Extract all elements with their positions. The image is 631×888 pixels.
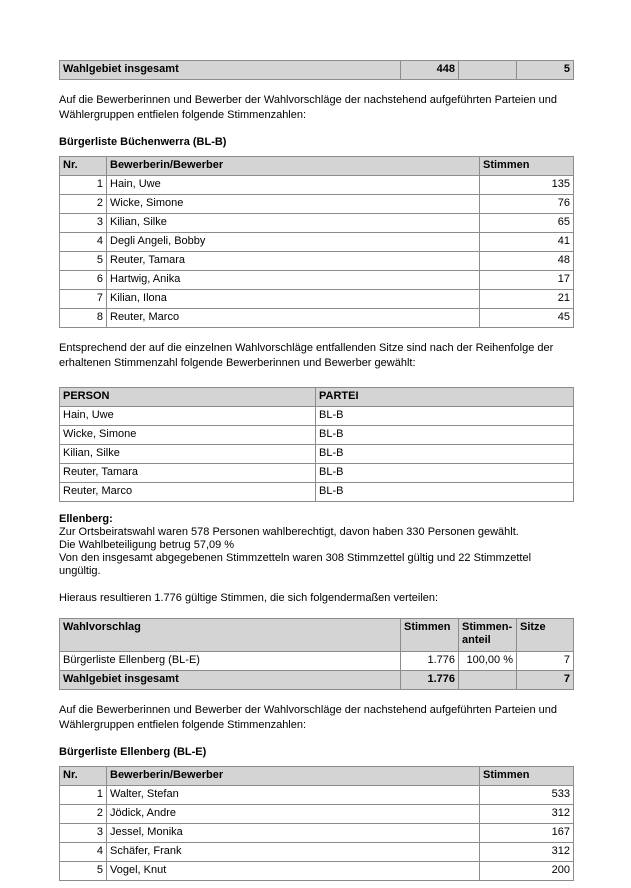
table-row bbox=[60, 233, 574, 252]
total-label: Wahlgebiet insgesamt bbox=[60, 61, 401, 80]
cell-name: Kilian, Ilona bbox=[107, 290, 480, 309]
table-row bbox=[60, 407, 574, 426]
cell-name: Reuter, Tamara bbox=[107, 252, 480, 271]
cell-name: Wicke, Simone bbox=[107, 195, 480, 214]
total-anteil bbox=[459, 671, 517, 690]
cell-nr: 6 bbox=[60, 271, 107, 290]
cell-partei: BL-B bbox=[316, 426, 574, 445]
cell-nr: 7 bbox=[60, 290, 107, 309]
col-wahlvorschlag: Wahlvorschlag bbox=[60, 619, 401, 652]
table-row bbox=[60, 805, 574, 824]
table-row bbox=[60, 445, 574, 464]
ble-candidates-table bbox=[59, 766, 574, 881]
ellenberg-line-4: Hieraus resultieren 1.776 gültige Stimmen, die sich folgendermaßen verteilen: bbox=[59, 592, 439, 604]
cell-name: Kilian, Silke bbox=[107, 214, 480, 233]
cell-anteil: 100,00 % bbox=[459, 652, 517, 671]
total-row bbox=[60, 671, 574, 690]
cell-stimmen: 200 bbox=[480, 862, 574, 881]
cell-partei: BL-B bbox=[316, 464, 574, 483]
table-row bbox=[60, 786, 574, 805]
ble-title: Bürgerliste Ellenberg (BL-E) bbox=[59, 746, 207, 758]
cell-name: Walter, Stefan bbox=[107, 786, 480, 805]
cell-partei: BL-B bbox=[316, 407, 574, 426]
total-anteil bbox=[459, 61, 517, 80]
intro-text-2: Auf die Bewerberinnen und Bewerber der Wahlvorschläge der nachstehend aufgeführten Parteien und Wählergruppen entfielen folgende Stimmenzahlen: bbox=[59, 704, 557, 731]
cell-person: Kilian, Silke bbox=[60, 445, 316, 464]
table-header bbox=[60, 619, 574, 652]
table-header bbox=[60, 157, 574, 176]
col-stimmen: Stimmen bbox=[480, 157, 574, 176]
table-row bbox=[60, 195, 574, 214]
table-row bbox=[60, 176, 574, 195]
col-nr: Nr. bbox=[60, 157, 107, 176]
intro-text-1: Auf die Bewerberinnen und Bewerber der Wahlvorschläge der nachstehend aufgeführten Parteien und Wählergruppen entfielen folgende Stimmenzahlen: bbox=[59, 94, 557, 121]
table-row bbox=[60, 271, 574, 290]
cell-name: Bürgerliste Ellenberg (BL-E) bbox=[60, 652, 401, 671]
table-row bbox=[60, 862, 574, 881]
table-row bbox=[60, 252, 574, 271]
blb-title: Bürgerliste Büchenwerra (BL-B) bbox=[59, 136, 227, 148]
col-sitze: Sitze bbox=[517, 619, 574, 652]
col-stimmen: Stimmen bbox=[401, 619, 459, 652]
cell-name: Schäfer, Frank bbox=[107, 843, 480, 862]
cell-partei: BL-B bbox=[316, 483, 574, 502]
cell-nr: 2 bbox=[60, 805, 107, 824]
cell-nr: 1 bbox=[60, 176, 107, 195]
document-page bbox=[59, 60, 573, 881]
cell-nr: 5 bbox=[60, 862, 107, 881]
table-header bbox=[60, 388, 574, 407]
cell-name: Degli Angeli, Bobby bbox=[107, 233, 480, 252]
col-name: Bewerberin/Bewerber bbox=[107, 157, 480, 176]
table-row bbox=[60, 824, 574, 843]
ellenberg-line-2: Die Wahlbeteiligung betrug 57,09 % bbox=[59, 539, 235, 551]
total-label: Wahlgebiet insgesamt bbox=[60, 671, 401, 690]
cell-stimmen: 312 bbox=[480, 805, 574, 824]
table-row bbox=[60, 483, 574, 502]
total-stimmen: 448 bbox=[401, 61, 459, 80]
cell-nr: 3 bbox=[60, 214, 107, 233]
cell-stimmen: 48 bbox=[480, 252, 574, 271]
cell-stimmen: 41 bbox=[480, 233, 574, 252]
table-row bbox=[60, 426, 574, 445]
table-row bbox=[60, 290, 574, 309]
cell-stimmen: 533 bbox=[480, 786, 574, 805]
cell-stimmen: 45 bbox=[480, 309, 574, 328]
cell-stimmen: 167 bbox=[480, 824, 574, 843]
cell-nr: 2 bbox=[60, 195, 107, 214]
col-anteil: Stimmen-anteil bbox=[459, 619, 517, 652]
cell-nr: 4 bbox=[60, 843, 107, 862]
cell-sitze: 7 bbox=[517, 652, 574, 671]
total-stimmen: 1.776 bbox=[401, 671, 459, 690]
cell-nr: 3 bbox=[60, 824, 107, 843]
table-row bbox=[60, 214, 574, 233]
cell-person: Reuter, Marco bbox=[60, 483, 316, 502]
cell-partei: BL-B bbox=[316, 445, 574, 464]
col-person: PERSON bbox=[60, 388, 316, 407]
cell-nr: 1 bbox=[60, 786, 107, 805]
ellenberg-line-3: Von den insgesamt abgegebenen Stimmzetteln waren 308 Stimmzettel gültig und 22 Stimmzettel ungültig. bbox=[59, 552, 532, 577]
cell-stimmen: 21 bbox=[480, 290, 574, 309]
blb-candidates-table bbox=[59, 156, 574, 328]
elected-table bbox=[59, 387, 574, 502]
ellenberg-line-1: Zur Ortsbeiratswahl waren 578 Personen wahlberechtigt, davon haben 330 Personen gewählt. bbox=[59, 526, 519, 538]
ellenberg-heading: Ellenberg: bbox=[59, 513, 113, 525]
table-row bbox=[60, 309, 574, 328]
col-partei: PARTEI bbox=[316, 388, 574, 407]
cell-stimmen: 65 bbox=[480, 214, 574, 233]
cell-person: Hain, Uwe bbox=[60, 407, 316, 426]
cell-name: Jödick, Andre bbox=[107, 805, 480, 824]
cell-name: Jessel, Monika bbox=[107, 824, 480, 843]
table-row bbox=[60, 843, 574, 862]
total-sitze: 7 bbox=[517, 671, 574, 690]
cell-person: Reuter, Tamara bbox=[60, 464, 316, 483]
cell-stimmen: 17 bbox=[480, 271, 574, 290]
table-row bbox=[60, 464, 574, 483]
top-total-table bbox=[59, 60, 574, 80]
total-sitze: 5 bbox=[517, 61, 574, 80]
cell-name: Hartwig, Anika bbox=[107, 271, 480, 290]
total-row bbox=[60, 61, 574, 80]
cell-nr: 4 bbox=[60, 233, 107, 252]
cell-nr: 5 bbox=[60, 252, 107, 271]
table-header bbox=[60, 767, 574, 786]
cell-name: Reuter, Marco bbox=[107, 309, 480, 328]
col-name: Bewerberin/Bewerber bbox=[107, 767, 480, 786]
cell-name: Hain, Uwe bbox=[107, 176, 480, 195]
cell-stimmen: 312 bbox=[480, 843, 574, 862]
cell-stimmen: 1.776 bbox=[401, 652, 459, 671]
cell-name: Vogel, Knut bbox=[107, 862, 480, 881]
cell-person: Wicke, Simone bbox=[60, 426, 316, 445]
col-stimmen: Stimmen bbox=[480, 767, 574, 786]
col-nr: Nr. bbox=[60, 767, 107, 786]
cell-stimmen: 76 bbox=[480, 195, 574, 214]
table-row bbox=[60, 652, 574, 671]
cell-stimmen: 135 bbox=[480, 176, 574, 195]
results-table bbox=[59, 618, 574, 690]
cell-nr: 8 bbox=[60, 309, 107, 328]
elected-text: Entsprechend der auf die einzelnen Wahlvorschläge entfallenden Sitze sind nach der Reihenfolge der erhaltenen Stimmenzahl folgende Bewerberinnen und Bewerber gewählt: bbox=[59, 342, 554, 369]
